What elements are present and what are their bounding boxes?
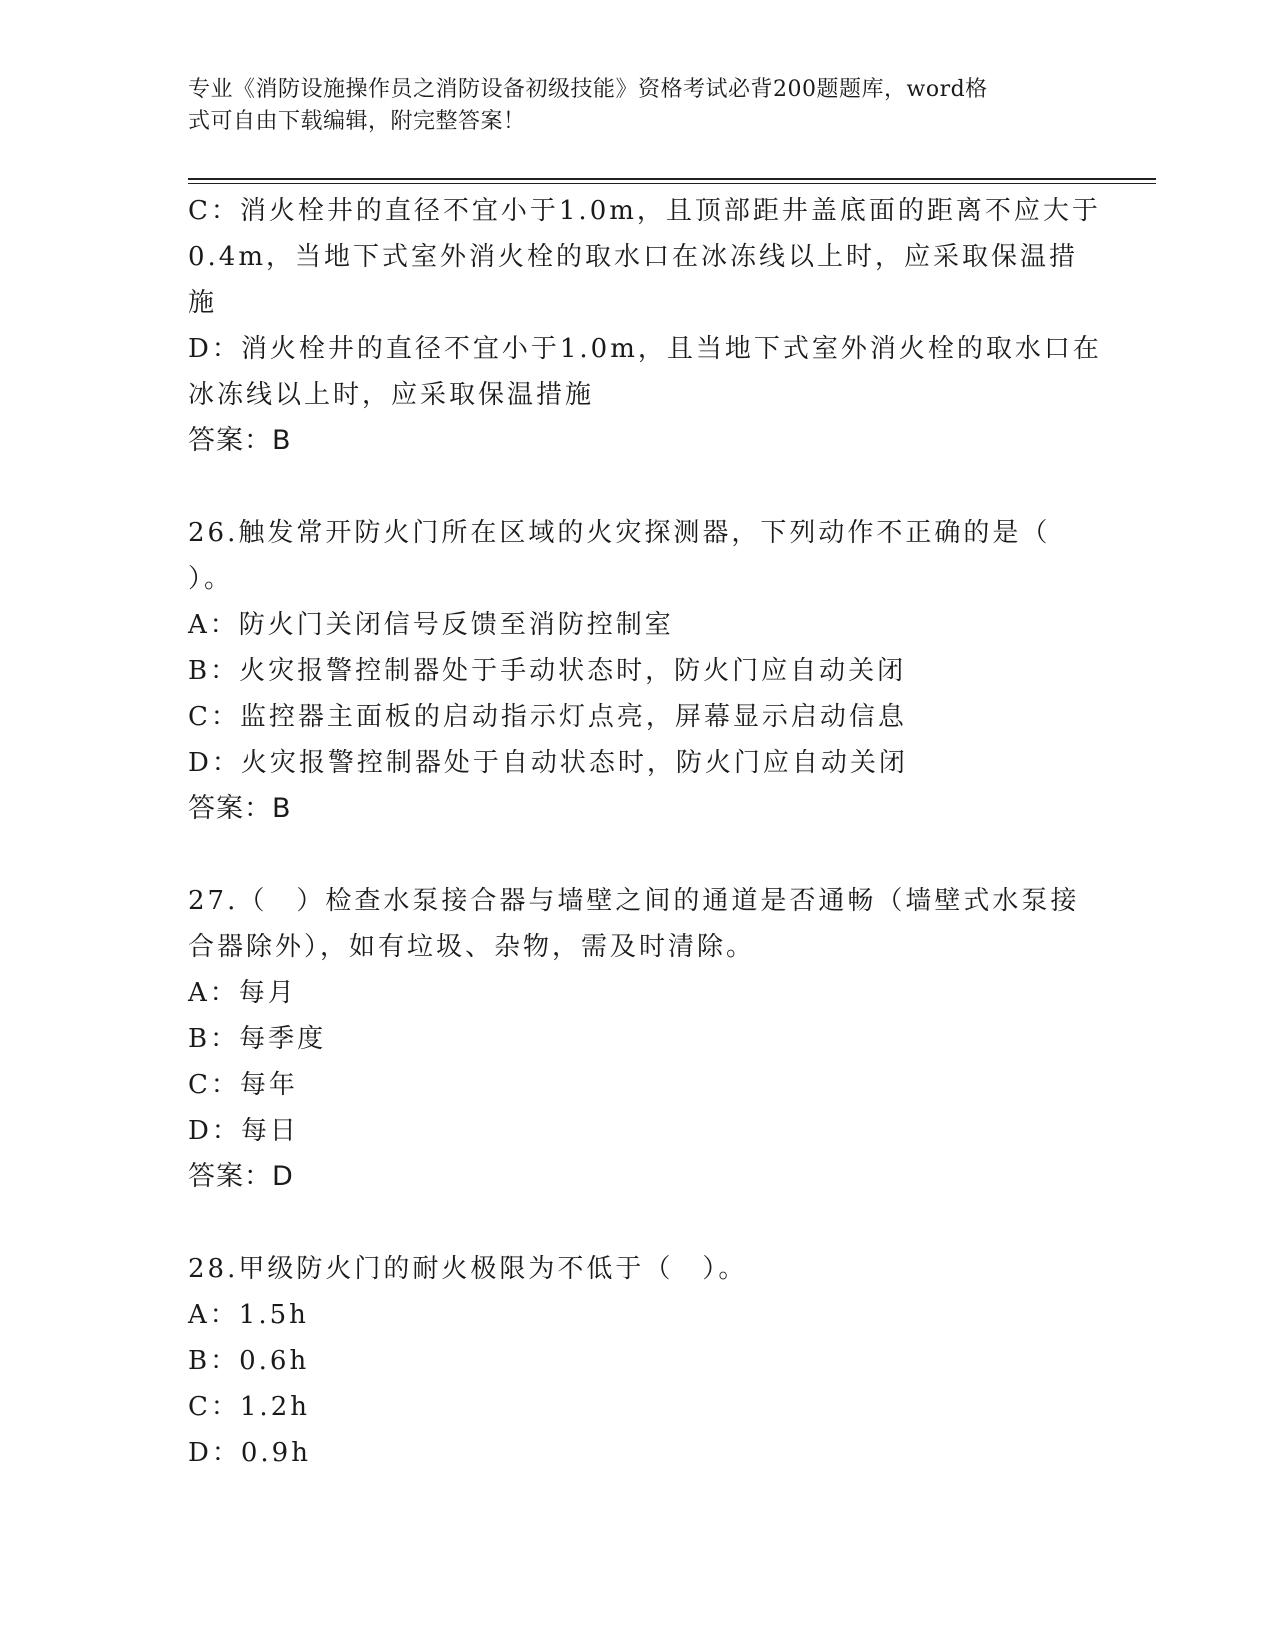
question-stem: ）。 bbox=[188, 564, 234, 594]
question-content bbox=[188, 188, 1102, 1476]
option-b: B：0.6h bbox=[188, 1346, 310, 1376]
option-b: B：每季度 bbox=[188, 1024, 327, 1054]
option-d-line: 冰冻线以上时，应采取保温措施 bbox=[188, 380, 595, 410]
question-28 bbox=[188, 1246, 1088, 1476]
document-header bbox=[188, 74, 1068, 138]
option-b: B：火灾报警控制器处于手动状态时，防火门应自动关闭 bbox=[188, 656, 907, 686]
option-c-line: 0.4m，当地下式室外消火栓的取水口在冰冻线以上时，应采取保温措 bbox=[188, 242, 1079, 272]
header-rule-thick bbox=[188, 178, 1156, 180]
option-a: A：防火门关闭信号反馈至消防控制室 bbox=[188, 610, 674, 640]
question-stem: 28.甲级防火门的耐火极限为不低于（ ）。 bbox=[188, 1254, 748, 1284]
option-c-line: 施 bbox=[188, 288, 218, 318]
option-c: C：监控器主面板的启动指示灯点亮，屏幕显示启动信息 bbox=[188, 702, 907, 732]
answer-label: 答案：B bbox=[188, 425, 292, 456]
question-stem: 26.触发常开防火门所在区域的火灾探测器，下列动作不正确的是（ bbox=[188, 518, 1051, 548]
question-26 bbox=[188, 510, 1088, 832]
option-c-line: C：消火栓井的直径不宜小于1.0m，且顶部距井盖底面的距离不应大于 bbox=[188, 196, 1101, 226]
option-c: C：1.2h bbox=[188, 1392, 310, 1422]
option-d: D：每日 bbox=[188, 1116, 299, 1146]
option-d: D：0.9h bbox=[188, 1438, 311, 1468]
spacer bbox=[188, 1200, 1088, 1246]
answer-label: 答案：D bbox=[188, 1161, 294, 1192]
question-stem: 合器除外），如有垃圾、杂物，需及时清除。 bbox=[188, 932, 756, 962]
question-27 bbox=[188, 878, 1088, 1200]
option-a: A：1.5h bbox=[188, 1300, 309, 1330]
spacer bbox=[188, 832, 1088, 878]
question-stem: 27.（ ）检查水泵接合器与墙壁之间的通道是否通畅（墙壁式水泵接 bbox=[188, 886, 1080, 916]
answer-label: 答案：B bbox=[188, 793, 292, 824]
spacer bbox=[188, 464, 1088, 510]
option-d: D：火灾报警控制器处于自动状态时，防火门应自动关闭 bbox=[188, 748, 908, 778]
option-d-line: D：消火栓井的直径不宜小于1.0m，且当地下式室外消火栓的取水口在 bbox=[188, 334, 1102, 364]
question-25-tail bbox=[188, 188, 1102, 464]
option-a: A：每月 bbox=[188, 978, 297, 1008]
header-rule-thin bbox=[188, 183, 1156, 184]
header-line-1: 专业《消防设施操作员之消防设备初级技能》资格考试必背200题题库，word格 bbox=[188, 77, 988, 102]
header-line-2: 式可自由下载编辑，附完整答案！ bbox=[188, 109, 526, 134]
option-c: C：每年 bbox=[188, 1070, 298, 1100]
